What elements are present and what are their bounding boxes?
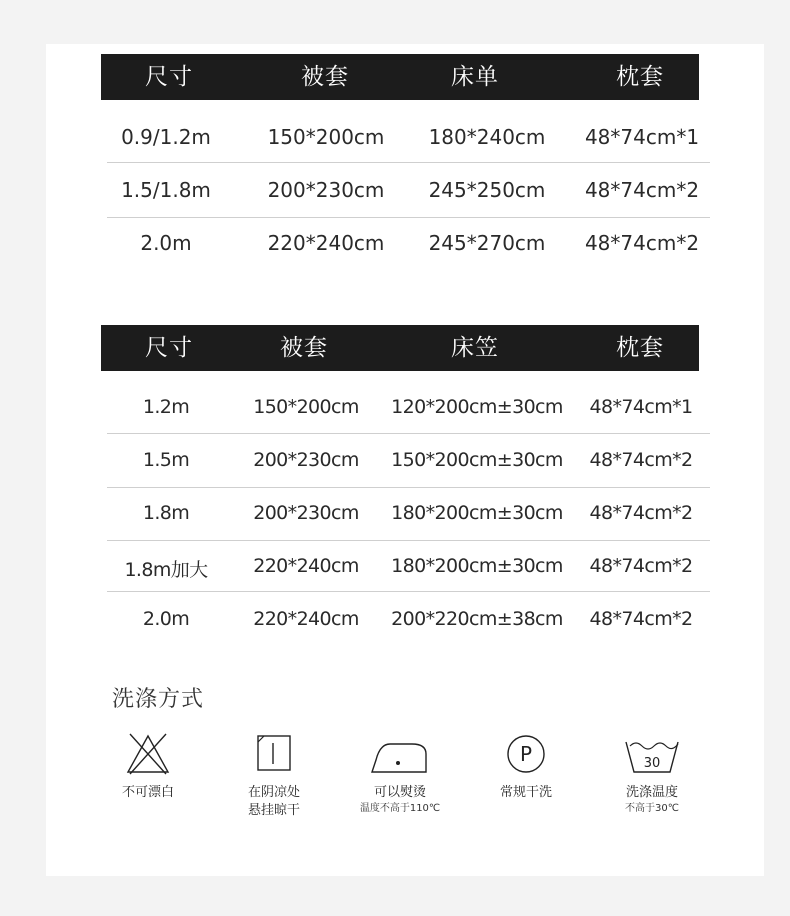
row-divider [107,162,710,163]
cell-duvet: 220*240cm [253,555,359,577]
header-pillowcase: 枕套 [616,335,664,361]
cell-pillowcase: 48*74cm*1 [589,396,693,418]
cell-fitted-sheet: 120*200cm±30cm [391,396,563,418]
cell-size: 0.9/1.2m [121,125,211,149]
wash-30-icon [622,730,682,778]
care-iron [340,730,460,815]
cell-fitted-sheet: 150*200cm±30cm [391,449,563,471]
care-label: 不可漂白 [121,785,174,800]
header-duvet: 被套 [301,64,349,90]
care-label: 在阴凉处 悬挂晾干 [247,785,300,818]
cell-pillowcase: 48*74cm*2 [589,555,693,577]
header-duvet: 被套 [280,335,328,361]
cell-fitted-sheet: 180*200cm±30cm [391,502,563,524]
cell-fitted-sheet: 180*200cm±30cm [391,555,563,577]
care-line-dry-shade [214,730,334,820]
no-bleach-icon [124,730,172,778]
line-dry-shade-icon [250,730,298,778]
header-fitted-sheet: 床笠 [451,335,499,361]
cell-pillowcase: 48*74cm*2 [589,608,693,630]
cell-pillowcase: 48*74cm*2 [584,231,700,255]
care-sublabel: 不高于30℃ [625,803,679,814]
cell-duvet: 150*200cm [253,396,359,418]
care-dry-clean [466,730,586,802]
care-label: 常规干洗 [499,785,552,800]
table-header [101,54,699,100]
dry-clean-p-icon [502,730,550,778]
cell-duvet: 200*230cm [253,449,359,471]
cell-size: 1.8m加大 [124,559,208,581]
cell-duvet: 220*240cm [267,231,385,255]
cell-duvet: 200*230cm [253,502,359,524]
cell-fitted-sheet: 200*220cm±38cm [391,608,563,630]
table-header [101,325,699,371]
row-divider [107,591,710,592]
header-size: 尺寸 [145,64,193,90]
header-size: 尺寸 [145,335,193,361]
care-wash-temp [592,730,712,815]
cell-size: 1.8m [142,502,190,524]
header-sheet: 床单 [451,64,499,90]
wash-temp-value: 30 [643,756,661,771]
cell-size: 1.5/1.8m [121,178,211,202]
svg-text:P: P [519,742,533,766]
cell-sheet: 180*240cm [428,125,546,149]
cell-size: 1.5m [142,449,190,471]
care-no-bleach [88,730,208,802]
cell-size: 2.0m [142,608,190,630]
cell-pillowcase: 48*74cm*2 [589,502,693,524]
cell-pillowcase: 48*74cm*1 [584,125,700,149]
care-sublabel: 温度不高于110℃ [359,803,441,814]
cell-duvet: 150*200cm [267,125,385,149]
cell-size: 1.2m [142,396,190,418]
care-label: 洗涤温度 [625,785,678,800]
cell-duvet: 220*240cm [253,608,359,630]
row-divider [107,487,710,488]
cell-sheet: 245*250cm [428,178,546,202]
wash-section-title: 洗涤方式 [112,687,205,712]
iron-icon [368,730,432,778]
cell-duvet: 200*230cm [267,178,385,202]
row-divider [107,217,710,218]
cell-sheet: 245*270cm [428,231,546,255]
cell-pillowcase: 48*74cm*2 [589,449,693,471]
cell-pillowcase: 48*74cm*2 [584,178,700,202]
header-pillowcase: 枕套 [616,64,664,90]
cell-size: 2.0m [140,231,192,255]
row-divider [107,433,710,434]
care-label: 可以熨烫 [373,785,426,800]
row-divider [107,540,710,541]
